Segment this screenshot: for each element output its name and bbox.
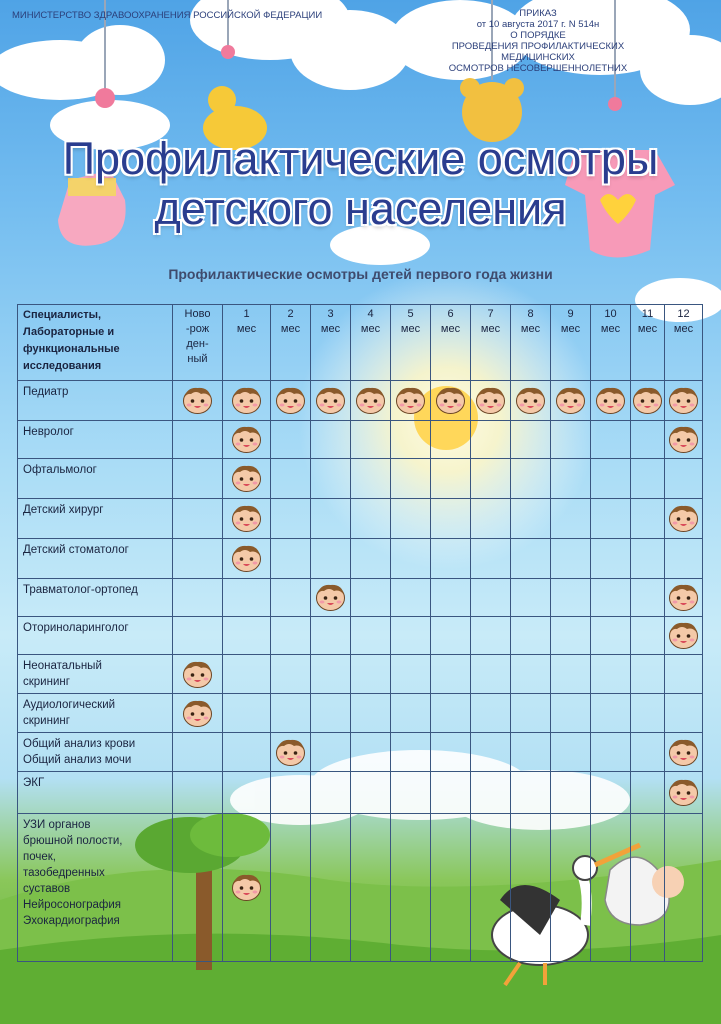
baby-face-icon [181, 699, 214, 728]
schedule-cell [511, 459, 551, 499]
schedule-cell [591, 381, 631, 421]
page-title [0, 134, 721, 234]
column-header-line: мес [320, 323, 341, 335]
order-line: ПРОВЕДЕНИЯ ПРОФИЛАКТИЧЕСКИХ МЕДИЦИНСКИХ [451, 41, 625, 63]
specialist-name-line: скрининг [23, 676, 70, 688]
schedule-cell [311, 655, 351, 694]
column-header-line: ный [187, 353, 208, 365]
schedule-cell [351, 733, 391, 772]
schedule-cell [173, 617, 223, 655]
schedule-cell [471, 814, 511, 962]
specialist-name-line: Травматолог-ортопед [23, 584, 138, 596]
specialist-name [18, 733, 173, 772]
schedule-cell [471, 459, 511, 499]
baby-face-icon [314, 583, 347, 612]
column-header-line: мес [236, 323, 257, 335]
column-header-line: мес [480, 323, 501, 335]
specialists-header [18, 305, 173, 381]
table-subtitle: Профилактические осмотры детей первого года жизни [168, 266, 553, 282]
column-header-line: мес [280, 323, 301, 335]
baby-face-icon [394, 386, 427, 415]
column-header [631, 305, 665, 381]
baby-face-icon [230, 386, 263, 415]
schedule-cell [223, 814, 271, 962]
schedule-cell [551, 733, 591, 772]
schedule-cell [431, 459, 471, 499]
schedule-cell [311, 539, 351, 579]
column-header [391, 305, 431, 381]
specialist-name [18, 814, 173, 962]
baby-face-icon [230, 873, 263, 902]
column-header [351, 305, 391, 381]
schedule-cell [223, 499, 271, 539]
order-line: О ПОРЯДКЕ [510, 30, 566, 41]
schedule-cell [471, 421, 511, 459]
schedule-cell [173, 655, 223, 694]
schedule-cell [511, 499, 551, 539]
schedule-cell [591, 421, 631, 459]
column-header-line: 12 [677, 308, 690, 320]
schedule-cell [391, 579, 431, 617]
schedule-cell [311, 694, 351, 733]
baby-face-icon [667, 621, 700, 650]
specialist-name [18, 579, 173, 617]
schedule-cell [271, 655, 311, 694]
column-header-line: 4 [367, 308, 374, 320]
baby-face-icon [274, 386, 307, 415]
schedule-cell [351, 694, 391, 733]
column-header [173, 305, 223, 381]
schedule-cell [391, 694, 431, 733]
schedule-cell [511, 539, 551, 579]
table-row [18, 814, 703, 962]
schedule-cell [665, 772, 703, 814]
specialist-name-line: суставов [23, 883, 71, 895]
baby-face-icon [434, 386, 467, 415]
column-header [511, 305, 551, 381]
column-header [551, 305, 591, 381]
schedule-cell [271, 499, 311, 539]
specialist-name-line: Офтальмолог [23, 464, 97, 476]
table-row [18, 381, 703, 421]
schedule-cell [223, 459, 271, 499]
schedule-cell [223, 655, 271, 694]
schedule-cell [551, 655, 591, 694]
schedule-cell [511, 772, 551, 814]
schedule-cell [173, 733, 223, 772]
table-row [18, 733, 703, 772]
column-header-line: мес [520, 323, 541, 335]
header-line: Лабораторные и [23, 326, 115, 338]
schedule-cell [551, 459, 591, 499]
specialist-name-line: почек, [23, 851, 56, 863]
schedule-cell [223, 617, 271, 655]
schedule-cell [471, 733, 511, 772]
schedule-cell [271, 579, 311, 617]
schedule-cell [591, 655, 631, 694]
schedule-cell [351, 579, 391, 617]
baby-face-icon [667, 425, 700, 454]
schedule-cell [311, 421, 351, 459]
specialist-name-line: Общий анализ мочи [23, 754, 132, 766]
schedule-cell [391, 772, 431, 814]
schedule-cell [271, 459, 311, 499]
order-line: ПРИКАЗ [519, 8, 557, 19]
column-header [471, 305, 511, 381]
baby-face-icon [631, 386, 664, 415]
schedule-cell [223, 579, 271, 617]
schedule-cell [665, 421, 703, 459]
column-header-line: 7 [487, 308, 494, 320]
column-header-line: 2 [287, 308, 294, 320]
schedule-cell [591, 814, 631, 962]
specialist-name [18, 499, 173, 539]
schedule-cell [665, 499, 703, 539]
specialist-name-line: Оториноларинголог [23, 622, 129, 634]
specialist-name [18, 539, 173, 579]
order-line: от 10 августа 2017 г. N 514н [476, 19, 600, 30]
schedule-cell [391, 733, 431, 772]
schedule-cell [471, 655, 511, 694]
schedule-cell [551, 772, 591, 814]
schedule-cell [351, 814, 391, 962]
column-header-line: Ново [184, 308, 211, 320]
schedule-cell [665, 459, 703, 499]
schedule-cell [631, 499, 665, 539]
schedule-cell [431, 421, 471, 459]
schedule-cell [351, 459, 391, 499]
specialist-name-line: скрининг [23, 715, 70, 727]
table-row [18, 579, 703, 617]
schedule-cell [551, 579, 591, 617]
schedule-cell [631, 579, 665, 617]
specialist-name [18, 459, 173, 499]
schedule-cell [173, 421, 223, 459]
column-header-line: 5 [407, 308, 414, 320]
column-header-line: мес [400, 323, 421, 335]
schedule-cell [173, 459, 223, 499]
schedule-cell [631, 694, 665, 733]
specialist-name [18, 655, 173, 694]
schedule-cell [431, 814, 471, 962]
specialist-name-line: Педиатр [23, 386, 69, 398]
column-header-line: 10 [604, 308, 617, 320]
schedule-cell [391, 421, 431, 459]
table-row [18, 499, 703, 539]
schedule-cell [311, 617, 351, 655]
schedule-cell [471, 499, 511, 539]
schedule-cell [511, 579, 551, 617]
baby-face-icon [667, 386, 700, 415]
baby-face-icon [230, 464, 263, 493]
schedule-cell [173, 381, 223, 421]
schedule-cell [271, 772, 311, 814]
schedule-cell [511, 694, 551, 733]
schedule-cell [665, 814, 703, 962]
schedule-cell [223, 381, 271, 421]
schedule-cell [631, 539, 665, 579]
schedule-cell [471, 694, 511, 733]
table-row [18, 694, 703, 733]
schedule-cell [665, 655, 703, 694]
schedule-cell [351, 421, 391, 459]
schedule-cell [351, 381, 391, 421]
column-header [223, 305, 271, 381]
table-row [18, 421, 703, 459]
schedule-cell [351, 499, 391, 539]
specialist-name [18, 421, 173, 459]
schedule-cell [271, 421, 311, 459]
schedule-cell [471, 617, 511, 655]
baby-face-icon [354, 386, 387, 415]
schedule-cell [665, 733, 703, 772]
schedule-cell [311, 459, 351, 499]
schedule-cell [431, 381, 471, 421]
schedule-cell [431, 772, 471, 814]
column-header [311, 305, 351, 381]
schedule-cell [591, 579, 631, 617]
column-header-line: мес [360, 323, 381, 335]
schedule-cell [311, 814, 351, 962]
header-line: Специалисты, [23, 309, 102, 321]
specialist-name-line: Аудиологический [23, 699, 116, 711]
schedule-cell [511, 733, 551, 772]
schedule-cell [351, 772, 391, 814]
schedule-cell [551, 539, 591, 579]
schedule-cell [551, 421, 591, 459]
schedule-cell [665, 381, 703, 421]
column-header [665, 305, 703, 381]
schedule-cell [511, 655, 551, 694]
baby-face-icon [667, 778, 700, 807]
schedule-cell [665, 539, 703, 579]
schedule-cell [223, 772, 271, 814]
ministry-header: МИНИСТЕРСТВО ЗДРАВООХРАНЕНИЯ РОССИЙСКОЙ ФЕДЕРАЦИИ [12, 10, 323, 21]
specialist-name-line: Невролог [23, 426, 74, 438]
schedule-cell [551, 381, 591, 421]
table-row [18, 617, 703, 655]
schedule-cell [471, 772, 511, 814]
exam-schedule-table [17, 304, 703, 962]
schedule-cell [173, 499, 223, 539]
schedule-cell [223, 694, 271, 733]
specialist-name-line: Детский хирург [23, 504, 104, 516]
column-header-line: ден- [186, 338, 209, 350]
schedule-cell [665, 617, 703, 655]
schedule-cell [665, 579, 703, 617]
column-header [591, 305, 631, 381]
column-header-line: -рож [185, 323, 210, 335]
column-header-line: 9 [567, 308, 574, 320]
baby-face-icon [667, 504, 700, 533]
column-header [431, 305, 471, 381]
schedule-cell [271, 539, 311, 579]
baby-face-icon [181, 386, 214, 415]
schedule-cell [511, 421, 551, 459]
column-header-line: 8 [527, 308, 534, 320]
schedule-cell [223, 421, 271, 459]
column-header-line: мес [560, 323, 581, 335]
schedule-cell [631, 772, 665, 814]
schedule-cell [173, 814, 223, 962]
schedule-cell [311, 772, 351, 814]
column-header-line: 6 [447, 308, 454, 320]
baby-face-icon [274, 738, 307, 767]
schedule-cell [591, 772, 631, 814]
schedule-cell [511, 381, 551, 421]
schedule-cell [391, 617, 431, 655]
column-header-line: 11 [641, 308, 654, 320]
table-row [18, 772, 703, 814]
baby-face-icon [554, 386, 587, 415]
column-header-line: мес [637, 323, 658, 335]
column-header-line: мес [440, 323, 461, 335]
baby-face-icon [514, 386, 547, 415]
specialist-name-line: ЭКГ [23, 777, 45, 789]
schedule-cell [631, 814, 665, 962]
schedule-cell [351, 539, 391, 579]
schedule-cell [551, 499, 591, 539]
header-line: исследования [23, 360, 102, 372]
schedule-cell [631, 733, 665, 772]
schedule-cell [391, 499, 431, 539]
specialist-name [18, 694, 173, 733]
title-line: детского населения [154, 183, 567, 234]
schedule-cell [391, 459, 431, 499]
schedule-cell [173, 772, 223, 814]
column-header-line: мес [673, 323, 694, 335]
specialist-name-line: Нейросонография [23, 899, 122, 911]
schedule-cell [391, 655, 431, 694]
schedule-cell [551, 617, 591, 655]
specialist-name-line: Общий анализ крови [23, 738, 136, 750]
table-row [18, 655, 703, 694]
order-reference [443, 8, 633, 74]
specialist-name-line: Детский стоматолог [23, 544, 129, 556]
column-header-line: мес [600, 323, 621, 335]
schedule-cell [173, 539, 223, 579]
schedule-cell [431, 499, 471, 539]
baby-face-icon [230, 504, 263, 533]
schedule-cell [665, 694, 703, 733]
table-row [18, 539, 703, 579]
schedule-cell [631, 421, 665, 459]
schedule-cell [311, 733, 351, 772]
column-header-line: 3 [327, 308, 334, 320]
schedule-cell [431, 579, 471, 617]
schedule-cell [631, 617, 665, 655]
schedule-cell [511, 617, 551, 655]
schedule-cell [311, 499, 351, 539]
schedule-cell [591, 617, 631, 655]
schedule-cell [271, 381, 311, 421]
schedule-cell [591, 539, 631, 579]
schedule-cell [311, 381, 351, 421]
schedule-cell [391, 539, 431, 579]
baby-face-icon [230, 425, 263, 454]
schedule-cell [391, 381, 431, 421]
schedule-cell [431, 655, 471, 694]
baby-face-icon [474, 386, 507, 415]
baby-face-icon [667, 738, 700, 767]
column-header [271, 305, 311, 381]
table-row [18, 459, 703, 499]
specialist-name-line: УЗИ органов [23, 819, 91, 831]
schedule-cell [431, 539, 471, 579]
baby-face-icon [230, 544, 263, 573]
schedule-cell [223, 733, 271, 772]
schedule-cell [271, 814, 311, 962]
schedule-cell [591, 694, 631, 733]
header-line: функциональные [23, 343, 120, 355]
schedule-cell [511, 814, 551, 962]
schedule-cell [591, 499, 631, 539]
schedule-cell [311, 579, 351, 617]
schedule-cell [551, 814, 591, 962]
schedule-cell [591, 733, 631, 772]
specialist-name-line: Неонатальный [23, 660, 102, 672]
schedule-cell [351, 617, 391, 655]
title-line: Профилактические осмотры [62, 133, 659, 184]
baby-face-icon [667, 583, 700, 612]
specialist-name-line: Эхокардиография [23, 915, 120, 927]
schedule-cell [591, 459, 631, 499]
table-header-row [18, 305, 703, 381]
schedule-cell [173, 579, 223, 617]
specialist-name [18, 617, 173, 655]
schedule-cell [631, 381, 665, 421]
order-line: ОСМОТРОВ НЕСОВЕРШЕННОЛЕТНИХ [448, 63, 628, 74]
schedule-cell [223, 539, 271, 579]
schedule-cell [471, 579, 511, 617]
column-header-line: 1 [243, 308, 250, 320]
schedule-cell [271, 694, 311, 733]
schedule-cell [551, 694, 591, 733]
schedule-cell [173, 694, 223, 733]
schedule-cell [391, 814, 431, 962]
baby-face-icon [314, 386, 347, 415]
schedule-cell [631, 459, 665, 499]
specialist-name-line: тазобедренных [23, 867, 105, 879]
schedule-cell [631, 655, 665, 694]
specialist-name [18, 381, 173, 421]
schedule-cell [471, 539, 511, 579]
schedule-cell [431, 733, 471, 772]
schedule-cell [351, 655, 391, 694]
baby-face-icon [594, 386, 627, 415]
schedule-cell [471, 381, 511, 421]
schedule-cell [431, 694, 471, 733]
schedule-cell [271, 617, 311, 655]
baby-face-icon [181, 660, 214, 689]
specialist-name-line: брюшной полости, [23, 835, 123, 847]
specialist-name [18, 772, 173, 814]
schedule-cell [271, 733, 311, 772]
schedule-cell [431, 617, 471, 655]
